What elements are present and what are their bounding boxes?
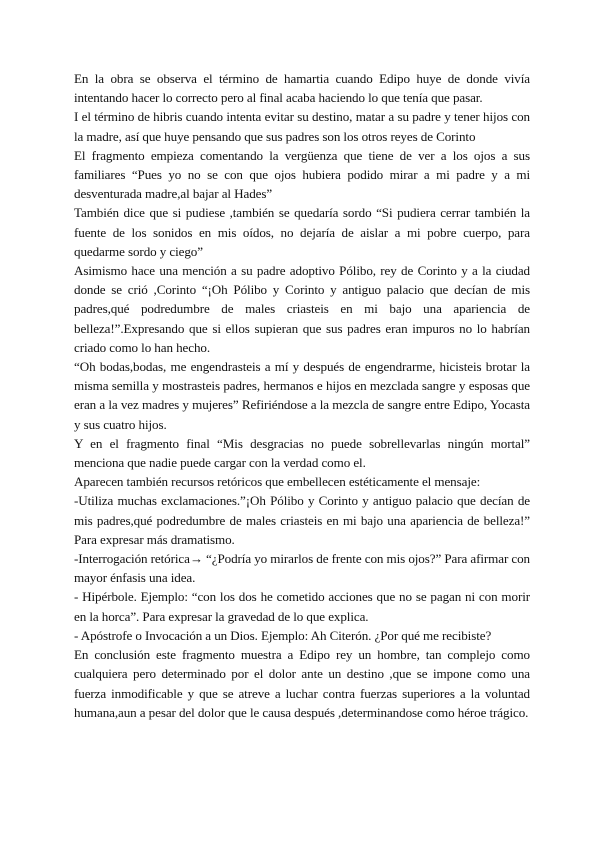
list-item-apostrofe: - Apóstrofe o Invocación a un Dios. Ejemplo: Ah Citerón. ¿Por qué me recibiste? xyxy=(74,627,492,643)
paragraph-conclusion: En conclusión este fragmento muestra a Edipo rey un hombre, tan complejo como cualquiera pero determinado por el dolor ante un destino ,que se impone como una fuerza inmodificable y que se atreve a luchar contra fuerzas superiores a la voluntad humana,aun a pesar del dolor que le causa después ,determinandose como héroe trágico. xyxy=(74,647,530,720)
paragraph-sordo: También dice que si pudiese ,también se quedaría sordo “Si pudiera cerrar también la fuente de los sonidos en mis oídos, no dejaría de aislar a mi pobre cuerpo, para quedarme sordo y ciego” xyxy=(74,205,530,259)
paragraph-polibo: Asimismo hace una mención a su padre adoptivo Pólibo, rey de Corinto y a la ciudad donde se crió ,Corinto “¡Oh Pólibo y Corinto y antiguo palacio que decían de mis padres,qué podredumbre de males criasteis en mi bajo una apariencia de belleza!”.Expresando que si ellos supieran que sus padres eran impuros no lo habrían criado como lo han hecho. xyxy=(74,263,530,355)
paragraph-recursos: Aparecen también recursos retóricos que embellecen estéticamente el mensaje: xyxy=(74,474,481,490)
list-item-hiperbole: - Hipérbole. Ejemplo: “con los dos he cometido acciones que no se pagan ni con morir en la horca”. Para expresar la gravedad de lo que explica. xyxy=(74,589,530,624)
list-item-interrogacion: -Interrogación retórica→ “¿Podría yo mirarlos de frente con mis ojos?” Para afirmar con mayor énfasis una idea. xyxy=(74,551,530,586)
paragraph-bodas: “Oh bodas,bodas, me engendrasteis a mí y después de engendrarme, hicisteis brotar la misma semilla y mostrasteis padres, hermanos e hijos en mezclada sangre y esposas que eran a la vez madres y mujeres” Refiriéndose a la mezcla de sangre entre Edipo, Yocasta y sus cuatro hijos. xyxy=(74,359,530,432)
list-item-exclamaciones: -Utiliza muchas exclamaciones.”¡Oh Pólibo y Corinto y antiguo palacio que decían de mis padres,qué podredumbre de males criasteis en mi bajo una apariencia de belleza!” Para expresar más dramatismo. xyxy=(74,493,530,547)
paragraph-hibris: I el término de hibris cuando intenta evitar su destino, matar a su padre y tener hijos con la madre, así que huye pensando que sus padres son los otros reyes de Corinto xyxy=(74,109,530,144)
paragraph-fragmento-final: Y en el fragmento final “Mis desgracias no puede sobrellevarlas ningún mortal” menciona que nadie puede cargar con la verdad como el. xyxy=(74,435,530,471)
paragraph-verguenza: El fragmento empieza comentando la vergüenza que tiene de ver a los ojos a sus familiares “Pues yo no se con que ojos hubiera podido mirar a mi padre y a mi desventurada madre,al bajar al Hades” xyxy=(74,147,530,202)
paragraph-hamartia: En la obra se observa el término de hamartia cuando Edipo huye de donde vivía intentando hacer lo correcto pero al final acaba haciendo lo que tenía que pasar. xyxy=(74,71,530,106)
